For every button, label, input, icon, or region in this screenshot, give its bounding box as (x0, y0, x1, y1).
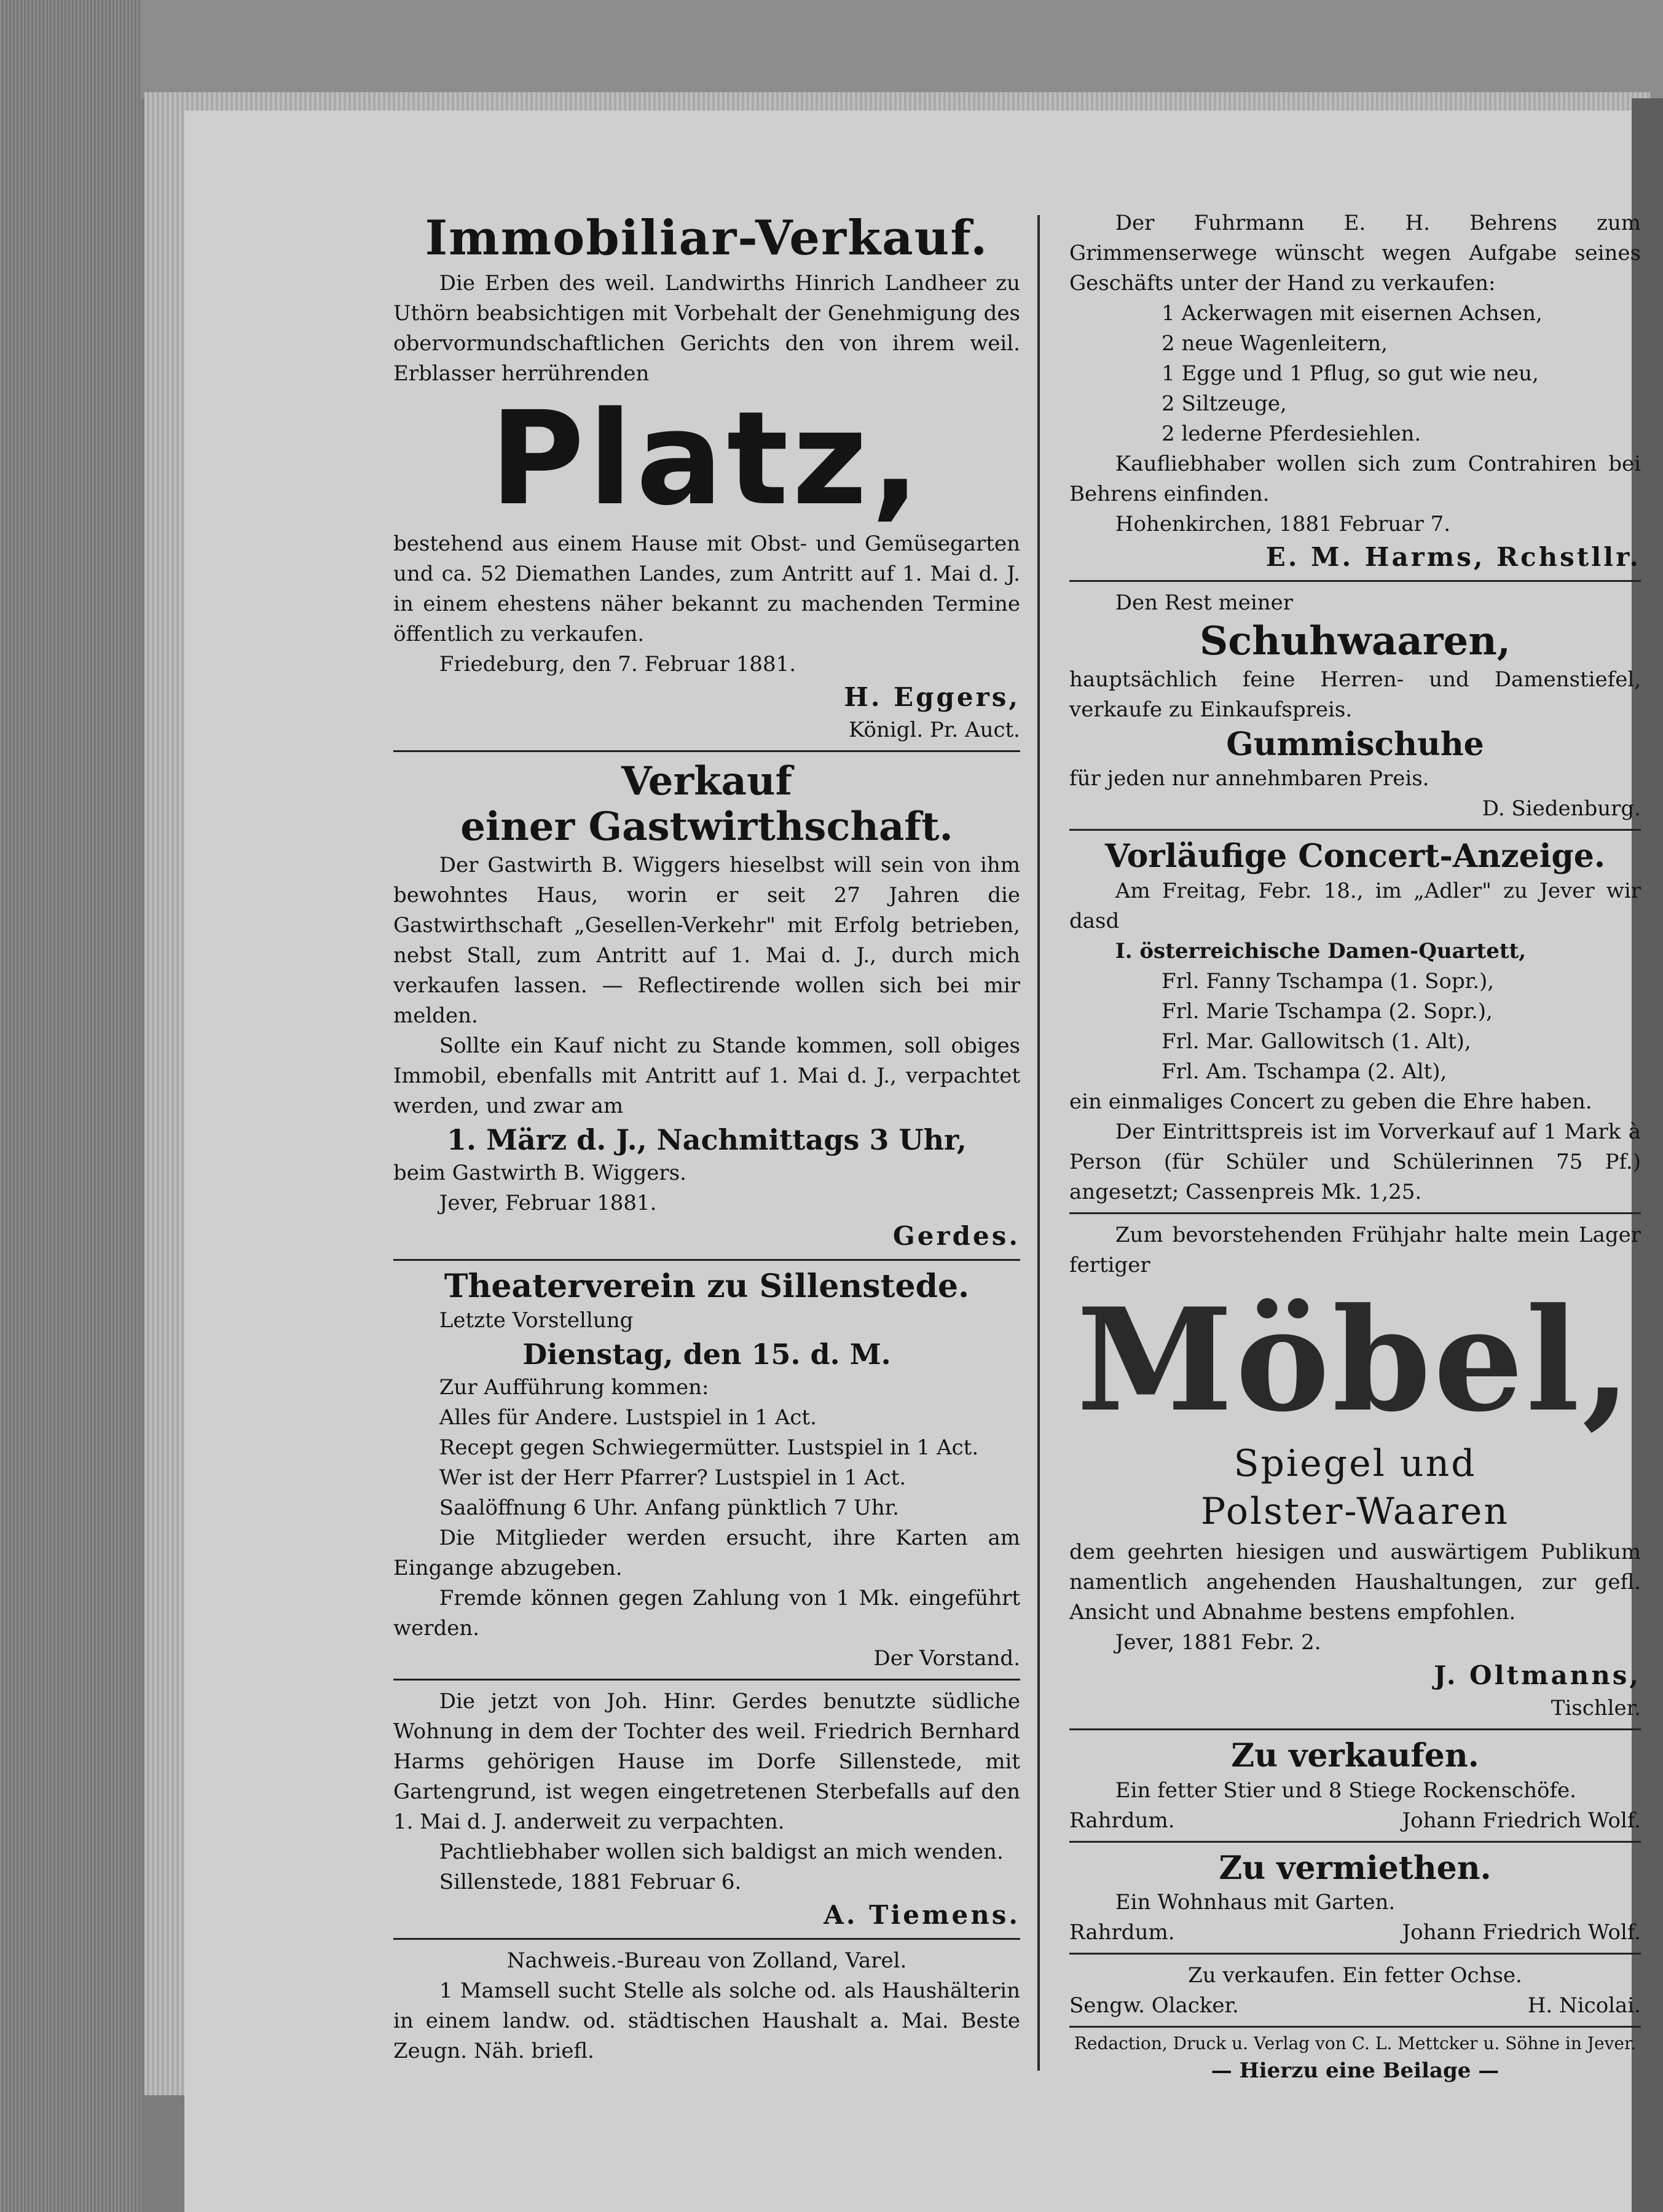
ad-title: Schuhwaaren, (1199, 618, 1511, 664)
ad-signature: Gerdes. (892, 1220, 1020, 1251)
ad-list-item: 2 Siltzeuge, (1162, 391, 1287, 416)
left-column (393, 206, 1020, 2075)
ad-intro: Die Erben des weil. Landwirths Hinrich Landheer zu Uthörn beabsichtigen mit Vorbehalt der Genehmigung des obervormundschaftlichen Gerichts den von ihrem weil. Erblasser herrührenden (393, 270, 1020, 386)
ad-title: Zu verkaufen. (1231, 1736, 1479, 1775)
ad-paragraph: Pachtliebhaber wollen sich baldigst an mich wenden. (439, 1840, 1004, 1865)
ad-headline: Platz, (490, 383, 924, 534)
ad-line-2: Spiegel und (1233, 1441, 1477, 1485)
ad-place: Rahrdum. (1069, 1920, 1175, 1945)
ad-body: 1 Mamsell sucht Stelle als solche od. als Haushälterin in einem landw. od. städtischen Haushalt a. Mai. Beste Zeugn. Näh. briefl. (393, 1979, 1020, 2064)
ad-title: Zu verkaufen. Ein fetter Ochse. (1188, 1963, 1522, 1988)
ad-verkauf-gastwirthschaft (393, 756, 1020, 1260)
ad-fuhrmann-behrens (1069, 206, 1641, 582)
ad-schuhwaaren (1069, 586, 1641, 831)
ad-intro: Am Freitag, Febr. 18., im „Adler" zu Jever wir dasd (1069, 879, 1641, 934)
ad-subtitle: Letzte Vorstellung (439, 1308, 634, 1333)
ad-price: Der Eintrittspreis ist im Vorverkauf auf 1 Mark à Person (für Schüler und Schülerinnen 75 Pf.) angesetzt; Cassenpreis Mk. 1,25. (1069, 1120, 1641, 1205)
ad-list-item: 1 Egge und 1 Pflug, so gut wie neu, (1162, 361, 1539, 386)
ad-title: Vorläufige Concert-Anzeige. (1105, 837, 1605, 876)
ad-name: Johann Friedrich Wolf. (1402, 1808, 1641, 1833)
supplement-note: — Hierzu eine Beilage — (1211, 2058, 1500, 2084)
ad-body: Ein Wohnhaus mit Garten. (1115, 1890, 1396, 1915)
ad-intro: Den Rest meiner (1115, 590, 1294, 615)
ad-signature: E. M. Harms, Rchstllr. (1265, 542, 1641, 572)
ad-body: dem geehrten hiesigen und auswärtigem Publikum namentlich angehenden Haushaltungen, zur gefl. Ansicht und Abnahme bestens empfohlen. (1069, 1539, 1641, 1625)
ad-intro: Der Fuhrmann E. H. Behrens zum Grimmenserwege wünscht wegen Aufgabe seines Geschäfts unter der Hand zu verkaufen: (1069, 211, 1641, 296)
imprint-block (1069, 2031, 1641, 2085)
ad-member: Frl. Am. Tschampa (2. Alt), (1162, 1059, 1447, 1084)
ad-concert-anzeige (1069, 834, 1641, 1214)
ad-place-date: Friedeburg, den 7. Februar 1881. (439, 652, 796, 677)
ad-member: Frl. Marie Tschampa (2. Sopr.), (1162, 999, 1493, 1024)
ad-place: beim Gastwirth B. Wiggers. (393, 1160, 686, 1185)
ad-title-line-1: Verkauf (621, 758, 793, 805)
ad-theaterverein (393, 1265, 1020, 1681)
ad-role: Tischler. (1551, 1695, 1641, 1720)
ad-signature: Der Vorstand. (873, 1646, 1020, 1671)
ad-immobiliar-verkauf (393, 206, 1020, 752)
right-column (1069, 206, 1641, 2085)
ad-paragraph: Die Mitglieder werden ersucht, ihre Karten am Eingange abzugeben. (393, 1526, 1020, 1581)
ad-list-item: 2 neue Wagenleitern, (1162, 331, 1388, 356)
ad-paragraph: Der Gastwirth B. Wiggers hieselbst will sein von ihm bewohntes Haus, worin er seit 27 Jahren die Gastwirthschaft „Gesellen-Verkehr" mit Erfolg betrieben, nebst Stall, zum Antritt auf 1. Mai d. J., durch mich verkaufen lassen. — Reflectirende wollen sich bei mir melden. (393, 852, 1020, 1028)
ad-name: Johann Friedrich Wolf. (1402, 1920, 1641, 1945)
ad-paragraph: Sollte ein Kauf nicht zu Stande kommen, soll obiges Immobil, ebenfalls mit Antritt auf 1. Mai d. J., verpachtet werden, und zwar am (393, 1033, 1020, 1118)
ad-body: Ein fetter Stier und 8 Stiege Rockenschöfe. (1115, 1778, 1576, 1803)
ad-signature: J. Oltmanns, (1434, 1660, 1641, 1690)
ad-paragraph: Fremde können gegen Zahlung von 1 Mk. eingeführt werden. (393, 1586, 1020, 1641)
ad-item-list (1069, 299, 1641, 449)
ad-title: Nachweis.-Bureau von Zolland, Varel. (506, 1948, 907, 1974)
ad-group: I. österreichische Damen-Quartett, (1115, 939, 1527, 964)
ad-title: Zu vermiethen. (1219, 1849, 1492, 1887)
ad-date: Dienstag, den 15. d. M. (522, 1338, 891, 1371)
ad-nachweis-bureau (393, 1943, 1020, 2071)
ad-list-item: 1 Ackerwagen mit eisernen Achsen, (1162, 301, 1543, 326)
ad-zu-verkaufen-stier (1069, 1734, 1641, 1843)
ad-place: Sengw. Olacker. (1069, 1993, 1239, 2018)
ad-place-date: Jever, Februar 1881. (439, 1190, 657, 1215)
ad-signature: D. Siedenburg. (1482, 796, 1641, 822)
ad-member: Frl. Fanny Tschampa (1. Sopr.), (1162, 969, 1495, 994)
ad-date-line: 1. März d. J., Nachmittags 3 Uhr, (447, 1123, 967, 1156)
imprint: Redaction, Druck u. Verlag von C. L. Mettcker u. Söhne in Jever. (1074, 2033, 1637, 2054)
ad-times: Saalöffnung 6 Uhr. Anfang pünktlich 7 Uhr. (439, 1496, 899, 1521)
column-divider (1037, 215, 1040, 2071)
ad-title: Theaterverein zu Sillenstede. (444, 1267, 970, 1305)
ad-program-item: Recept gegen Schwiegermütter. Lustspiel in 1 Act. (439, 1435, 979, 1461)
ad-place-date: Jever, 1881 Febr. 2. (1115, 1630, 1321, 1655)
ad-name: H. Nicolai. (1527, 1993, 1641, 2018)
ad-moebel-oltmanns (1069, 1218, 1641, 1730)
ad-title-2: Gummischuhe (1226, 725, 1484, 763)
ad-program-item: Wer ist der Herr Pfarrer? Lustspiel in 1 Act. (439, 1465, 906, 1491)
ad-contact (1069, 1918, 1641, 1948)
ad-place-date: Sillenstede, 1881 Februar 6. (439, 1870, 742, 1895)
ad-signature: A. Tiemens. (824, 1900, 1020, 1931)
ad-program-intro: Zur Aufführung kommen: (439, 1375, 709, 1400)
ad-contact (1069, 1991, 1641, 2021)
ad-wohnung-verpachten (393, 1684, 1020, 1940)
ad-member: Frl. Mar. Gallowitsch (1. Alt), (1162, 1029, 1471, 1054)
ad-headline: Möbel, (1076, 1277, 1634, 1444)
book-background-top (0, 0, 1663, 98)
ad-title: Immobiliar-Verkauf. (425, 210, 989, 266)
ad-title-line-2: einer Gastwirthschaft. (460, 803, 953, 850)
ad-member-list (1069, 967, 1641, 1087)
ad-outro: Kaufliebhaber wollen sich zum Contrahiren bei Behrens einfinden. (1069, 452, 1641, 506)
book-spine-left (0, 0, 141, 2212)
ad-zu-vermiethen (1069, 1846, 1641, 1955)
ad-list-item: 2 lederne Pferdesiehlen. (1162, 422, 1421, 446)
ad-line-3: Polster-Waaren (1200, 1489, 1510, 1533)
ad-program-item: Alles für Andere. Lustspiel in 1 Act. (439, 1405, 817, 1430)
ad-zu-verkaufen-ochse (1069, 1958, 1641, 2028)
ad-signature: H. Eggers, (844, 682, 1020, 713)
ad-body-2: für jeden nur annehmbaren Preis. (1069, 766, 1429, 791)
ad-role: Königl. Pr. Auct. (849, 718, 1020, 743)
ad-contact (1069, 1806, 1641, 1836)
ad-intro: Zum bevorstehenden Frühjahr halte mein Lager fertiger (1069, 1223, 1641, 1278)
ad-body: bestehend aus einem Hause mit Obst- und Gemüsegarten und ca. 52 Diemathen Landes, zum Antritt auf 1. Mai d. J. in einem ehestens näher bekannt zu machenden Termine öffentlich zu verkaufen. (393, 531, 1020, 647)
ad-body: ein einmaliges Concert zu geben die Ehre haben. (1069, 1089, 1592, 1115)
ad-body: hauptsächlich feine Herren- und Damenstiefel, verkaufe zu Einkaufspreis. (1069, 667, 1641, 722)
ad-place: Rahrdum. (1069, 1808, 1175, 1833)
ad-place-date: Hohenkirchen, 1881 Februar 7. (1115, 512, 1451, 536)
ad-body: Die jetzt von Joh. Hinr. Gerdes benutzte südliche Wohnung in dem der Tochter des weil. Friedrich Bernhard Harms gehörigen Hause im Dorfe Sillenstede, mit Gartengrund, ist wegen eingetretenen Sterbefalls auf den 1. Mai d. J. anderweit zu verpachten. (393, 1689, 1020, 1835)
